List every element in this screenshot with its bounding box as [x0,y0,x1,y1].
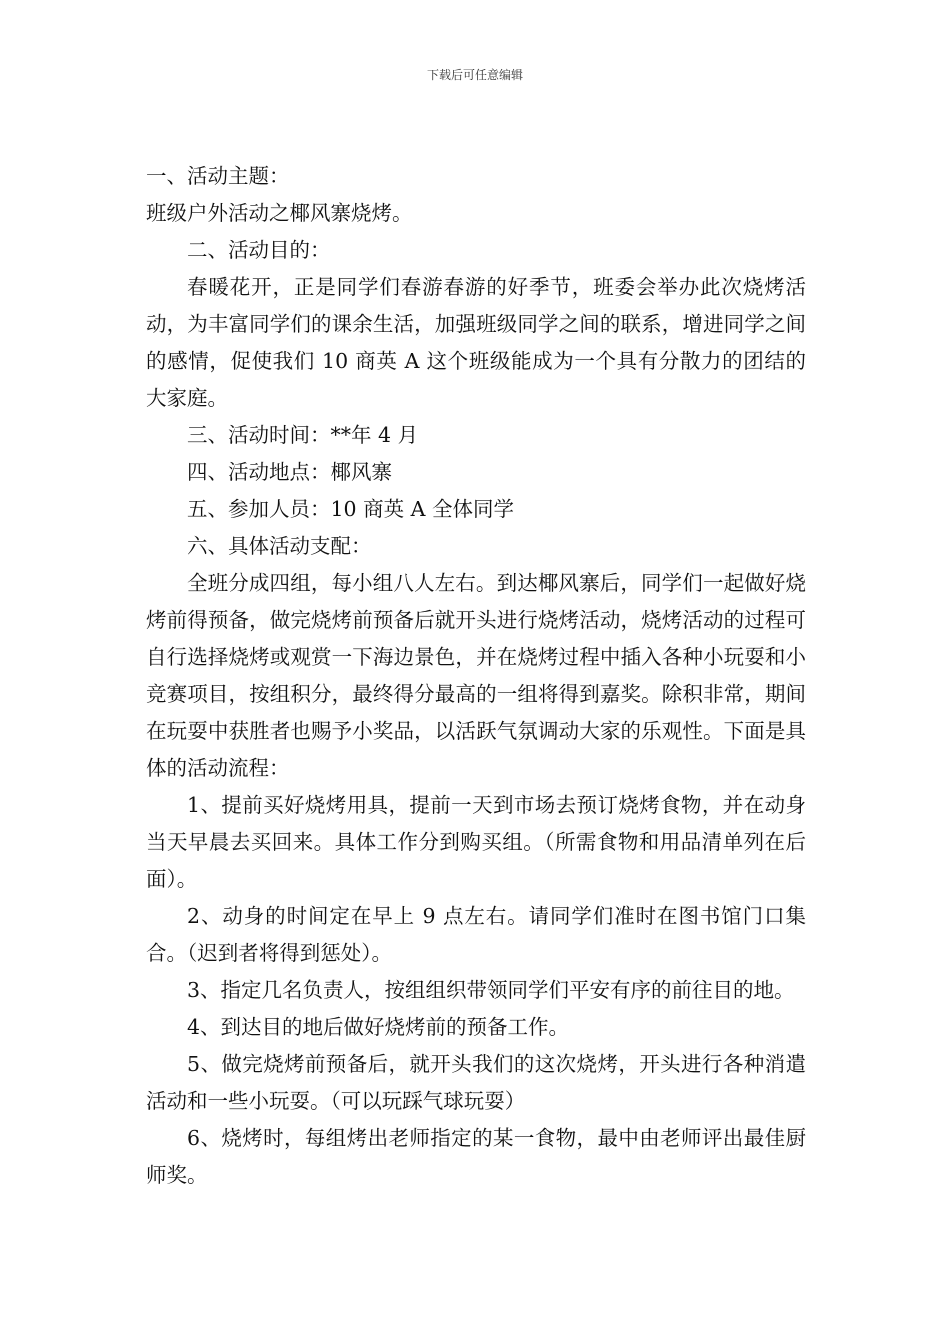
theme-text: 班级户外活动之椰风寨烧烤。 [146,201,413,225]
section-time: 三、活动时间：**年 4 月 [187,423,419,447]
section-participants: 五、参加人员：10 商英 A 全体同学 [187,497,514,521]
section-location: 四、活动地点：椰风寨 [187,460,392,484]
flow-step-6: 6、烧烤时，每组烤出老师指定的某一食物，最中由老师评出最佳厨师奖。 [146,1126,806,1187]
flow-step-1: 1、提前买好烧烤用具，提前一天到市场去预订烧烤食物，并在动身当天早晨去买回来。具体工作分到购买组。（所需食物和用品清单列在后面）。 [146,793,806,891]
page-header-note: 下载后可任意编辑 [426,68,523,82]
flow-step-4: 4、到达目的地后做好烧烤前的预备工作。 [187,1015,570,1039]
section-heading-theme: 一、活动主题： [146,164,290,188]
arrangement-paragraph: 全班分成四组，每小组八人左右。到达椰风寨后，同学们一起做好烧烤前得预备，做完烧烤前预备后就开头进行烧烤活动，烧烤活动的过程可自行选择烧烤或观赏一下海边景色，并在烧烤过程中插入各种小玩耍和小竞赛项目，按组积分，最终得分最高的一组将得到嘉奖。除积非常，期间在玩耍中获胜者也赐予小奖品，以活跃气氛调动大家的乐观性。下面是具体的活动流程： [146,571,806,780]
purpose-paragraph: 春暖花开，正是同学们春游春游的好季节，班委会举办此次烧烤活动，为丰富同学们的课余生活，加强班级同学之间的联系，增进同学之间的感情，促使我们 10 商英 A 这个班级能成为一个具有分散力的团结的大家庭。 [146,275,806,410]
section-heading-arrangement: 六、具体活动支配： [187,534,372,558]
flow-step-2: 2、动身的时间定在早上 9 点左右。请同学们准时在图书馆门口集合。（迟到者将得到惩处）。 [146,904,806,965]
flow-step-5: 5、做完烧烤前预备后，就开头我们的这次烧烤，开头进行各种消遣活动和一些小玩耍。（可以玩踩气球玩耍） [146,1052,806,1113]
section-heading-purpose: 二、活动目的： [187,238,331,262]
document-body [146,158,806,1194]
flow-step-3: 3、指定几名负责人，按组组织带领同学们平安有序的前往目的地。 [187,978,795,1002]
